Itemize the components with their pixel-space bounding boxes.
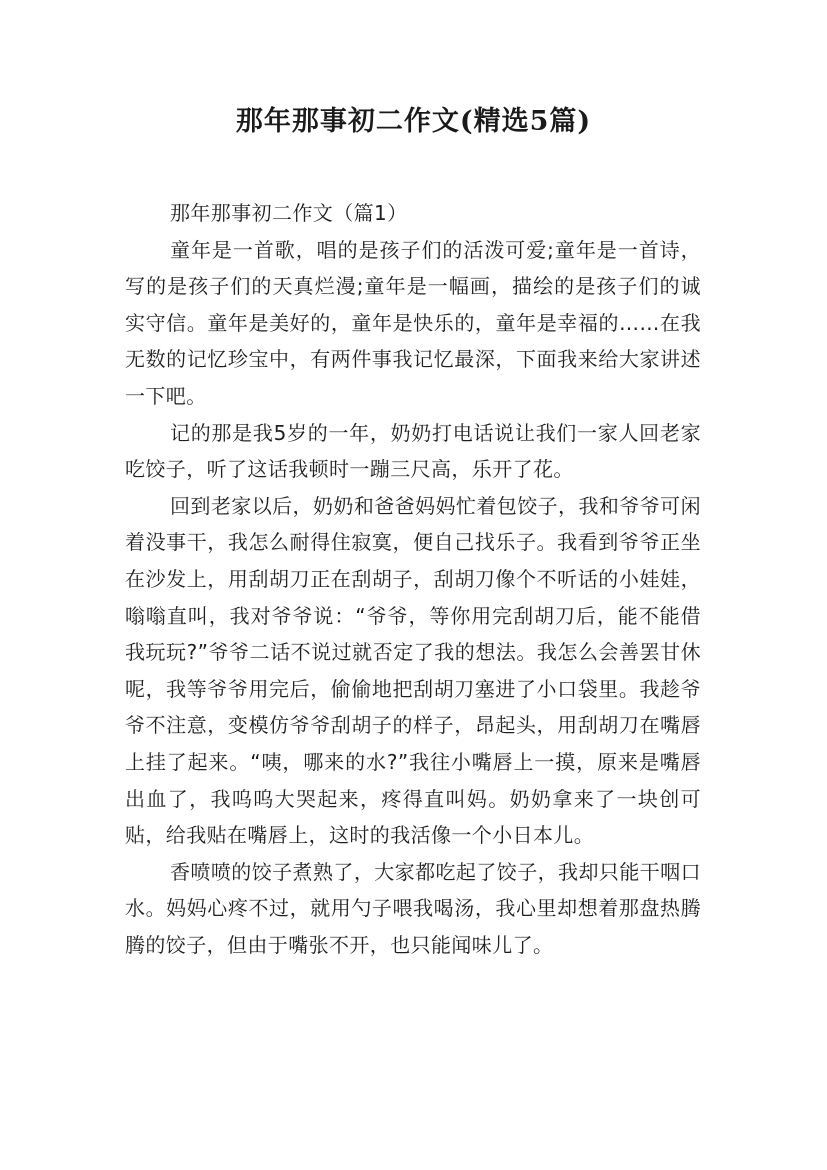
paragraph: 记的那是我5岁的一年，奶奶打电话说让我们一家人回老家吃饺子，听了这话我顿时一蹦三尺高，乐开了花。 — [125, 420, 701, 482]
document-title: 那年那事初二作文(精选5篇) — [235, 106, 592, 137]
section-heading: 那年那事初二作文（篇1） — [170, 201, 408, 225]
paragraph: 童年是一首歌，唱的是孩子们的活泼可爱;童年是一首诗，写的是孩子们的天真烂漫;童年是一幅画，描绘的是孩子们的诚实守信。童年是美好的，童年是快乐的，童年是幸福的……在我无数的记忆珍宝中，有两件事我记忆最深，下面我来给大家讲述一下吧。 — [125, 237, 701, 408]
document-body — [125, 195, 701, 963]
paragraph: 香喷喷的饺子煮熟了，大家都吃起了饺子，我却只能干咽口水。妈妈心疼不过，就用勺子喂我喝汤，我心里却想着那盘热腾腾的饺子，但由于嘴张不开，也只能闻味儿了。 — [125, 859, 701, 957]
paragraph: 回到老家以后，奶奶和爸爸妈妈忙着包饺子，我和爷爷可闲着没事干，我怎么耐得住寂寞，便自己找乐子。我看到爷爷正坐在沙发上，用刮胡刀正在刮胡子，刮胡刀像个不听话的小娃娃，嗡嗡直叫，我对爷爷说：“爷爷，等你用完刮胡刀后，能不能借我玩玩?”爷爷二话不说过就否定了我的想法。我怎么会善罢甘休呢，我等爷爷用完后，偷偷地把刮胡刀塞进了小口袋里。我趁爷爷不注意，变模仿爷爷刮胡子的样子，昂起头，用刮胡刀在嘴唇上挂了起来。“咦，哪来的水?”我往小嘴唇上一摸，原来是嘴唇出血了，我呜呜大哭起来，疼得直叫妈。奶奶拿来了一块创可贴，给我贴在嘴唇上，这时的我活像一个小日本儿。 — [125, 493, 701, 848]
